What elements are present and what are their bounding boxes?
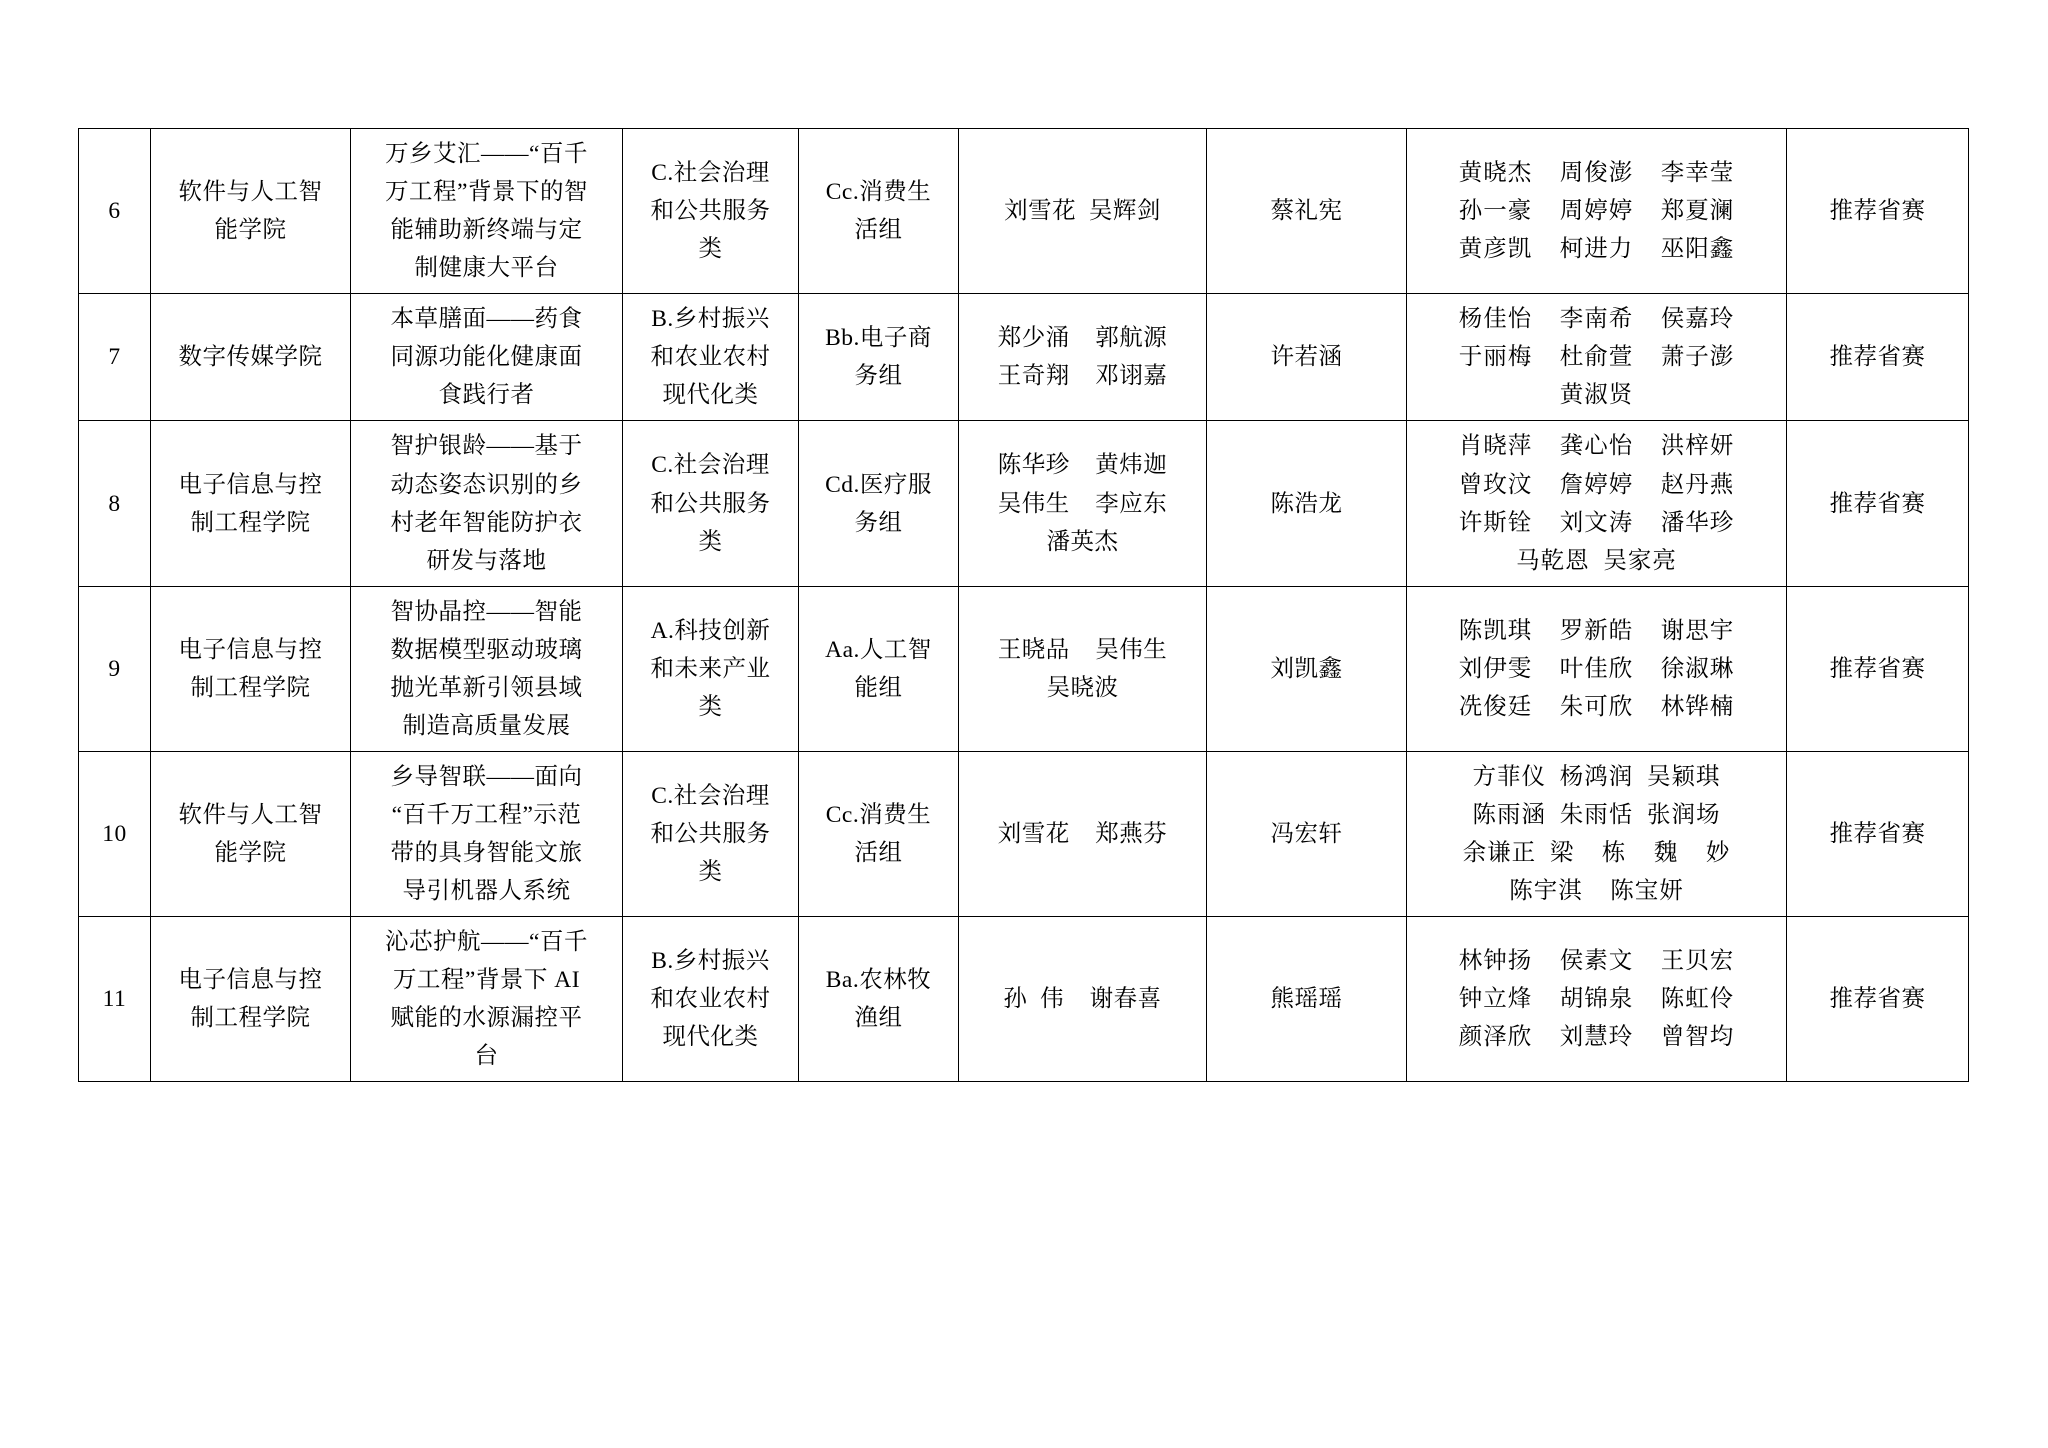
text-line: 活组 bbox=[854, 217, 903, 244]
text-line: Aa.人工智 bbox=[825, 636, 932, 663]
text-line: 刘雪花 吴辉剑 bbox=[1004, 198, 1161, 225]
cell-group bbox=[799, 421, 959, 586]
text-line: 智协晶控——智能 bbox=[390, 598, 583, 625]
cell-advisors bbox=[959, 421, 1207, 586]
text-line: 和农业农村 bbox=[650, 344, 771, 371]
text-line: Cd.医疗服 bbox=[825, 471, 932, 498]
cell-category bbox=[623, 586, 799, 751]
text-line: 和公共服务 bbox=[650, 198, 771, 225]
text-line: 冯宏轩 bbox=[1270, 821, 1343, 848]
text-line: Cc.消费生 bbox=[825, 802, 932, 828]
text-line: 万乡艾汇——“百千 bbox=[385, 141, 588, 167]
text-line: 陈雨涵 朱雨恬 张润场 bbox=[1472, 802, 1721, 828]
text-line: 和公共服务 bbox=[650, 490, 771, 517]
cell-recommendation-result bbox=[1787, 751, 1969, 916]
table-row bbox=[79, 586, 1969, 751]
table-row bbox=[79, 917, 1969, 1082]
text-line: 刘雪花 郑燕芬 bbox=[997, 821, 1168, 848]
text-line: 带的具身智能文旅 bbox=[390, 840, 583, 867]
text-line: 吴晓波 bbox=[1046, 674, 1119, 701]
cell-college bbox=[151, 294, 351, 421]
text-line: 软件与人工智 bbox=[178, 802, 323, 828]
text-line: C.社会治理 bbox=[651, 782, 770, 809]
text-line: 肖晓萍 龚心怡 洪梓妍 bbox=[1458, 433, 1735, 460]
text-line: 抛光革新引领县域 bbox=[390, 674, 583, 701]
text-line: 推荐省赛 bbox=[1829, 655, 1926, 682]
text-line: 吴伟生 李应东 bbox=[997, 490, 1168, 517]
text-line: 郑少涌 郭航源 bbox=[997, 325, 1168, 352]
cell-project-leader bbox=[1207, 586, 1407, 751]
text-line: B.乡村振兴 bbox=[651, 948, 770, 975]
text-line: 推荐省赛 bbox=[1829, 344, 1926, 371]
cell-serial-number: 8 bbox=[79, 421, 151, 586]
table-row bbox=[79, 751, 1969, 916]
text-line: Cc.消费生 bbox=[825, 179, 932, 206]
text-line: 刘凯鑫 bbox=[1270, 655, 1343, 682]
text-line: 研发与落地 bbox=[426, 547, 547, 574]
text-line: 马乾恩 吴家亮 bbox=[1516, 547, 1677, 574]
text-line: “百千万工程”示范 bbox=[391, 802, 582, 828]
cell-team-members bbox=[1407, 917, 1787, 1082]
text-line: 颜泽欣 刘慧玲 曾智均 bbox=[1458, 1024, 1735, 1051]
cell-college bbox=[151, 421, 351, 586]
text-line: 务组 bbox=[854, 363, 903, 390]
text-line: 智护银龄——基于 bbox=[390, 433, 583, 460]
text-line: 沁芯护航——“百千 bbox=[385, 929, 588, 956]
text-line: 能学院 bbox=[214, 840, 287, 867]
text-line: 类 bbox=[698, 693, 723, 720]
text-line: 钟立烽 胡锦泉 陈虹伶 bbox=[1458, 986, 1735, 1013]
text-line: 和公共服务 bbox=[650, 821, 771, 848]
text-line: 类 bbox=[698, 236, 723, 263]
cell-advisors bbox=[959, 294, 1207, 421]
cell-college bbox=[151, 129, 351, 294]
text-line: 数字传媒学院 bbox=[178, 344, 323, 371]
table-row bbox=[79, 294, 1969, 421]
text-line: 和未来产业 bbox=[650, 655, 771, 682]
text-line: 陈凯琪 罗新皓 谢思宇 bbox=[1458, 617, 1735, 644]
text-line: 数据模型驱动玻璃 bbox=[390, 636, 583, 663]
cell-category bbox=[623, 129, 799, 294]
cell-category bbox=[623, 751, 799, 916]
text-line: 台 bbox=[474, 1043, 499, 1070]
text-line: 导引机器人系统 bbox=[402, 878, 571, 905]
text-line: 黄晓杰 周俊澎 李幸莹 bbox=[1458, 160, 1735, 187]
text-line: 电子信息与控 bbox=[178, 471, 323, 498]
cell-serial-number: 10 bbox=[79, 751, 151, 916]
text-line: 乡导智联——面向 bbox=[390, 763, 583, 790]
text-line: 推荐省赛 bbox=[1829, 198, 1926, 225]
cell-group bbox=[799, 586, 959, 751]
cell-team-members bbox=[1407, 421, 1787, 586]
text-line: C.社会治理 bbox=[651, 160, 770, 187]
text-line: 万工程”背景下 AI bbox=[392, 967, 581, 994]
text-line: 和农业农村 bbox=[650, 986, 771, 1013]
text-line: 陈宇淇 陈宝妍 bbox=[1509, 878, 1684, 905]
text-line: 务组 bbox=[854, 509, 903, 536]
table-row bbox=[79, 129, 1969, 294]
text-line: 软件与人工智 bbox=[178, 179, 323, 206]
text-line: 曾玫汶 詹婷婷 赵丹燕 bbox=[1458, 471, 1735, 498]
text-line: 同源功能化健康面 bbox=[390, 344, 583, 371]
table-body bbox=[79, 129, 1969, 1082]
text-line: 类 bbox=[698, 859, 723, 886]
cell-category bbox=[623, 294, 799, 421]
cell-project-leader bbox=[1207, 129, 1407, 294]
text-line: 推荐省赛 bbox=[1829, 490, 1926, 517]
cell-project-name bbox=[351, 294, 623, 421]
text-line: 蔡礼宪 bbox=[1270, 198, 1343, 225]
text-line: 王晓品 吴伟生 bbox=[997, 636, 1168, 663]
text-line: 活组 bbox=[854, 840, 903, 867]
text-line: 食践行者 bbox=[438, 382, 535, 409]
cell-recommendation-result bbox=[1787, 421, 1969, 586]
cell-group bbox=[799, 129, 959, 294]
text-line: 制工程学院 bbox=[190, 509, 311, 536]
text-line: 现代化类 bbox=[662, 1024, 759, 1051]
text-line: 孙 伟 谢春喜 bbox=[1003, 986, 1162, 1013]
cell-project-name bbox=[351, 421, 623, 586]
text-line: 王奇翔 邓诩嘉 bbox=[997, 363, 1168, 390]
cell-group bbox=[799, 294, 959, 421]
text-line: 能组 bbox=[854, 674, 903, 701]
text-line: 电子信息与控 bbox=[178, 967, 323, 994]
text-line: 方菲仪 杨鸿润 吴颖琪 bbox=[1472, 763, 1721, 790]
text-line: 制造高质量发展 bbox=[402, 712, 571, 739]
text-line: 黄彦凯 柯进力 巫阳鑫 bbox=[1458, 236, 1735, 263]
text-line: B.乡村振兴 bbox=[651, 306, 770, 333]
text-line: 许斯铨 刘文涛 潘华珍 bbox=[1458, 509, 1735, 536]
text-line: 类 bbox=[698, 528, 723, 555]
text-line: 冼俊廷 朱可欣 林铧楠 bbox=[1458, 693, 1735, 720]
text-line: 推荐省赛 bbox=[1829, 986, 1926, 1013]
text-line: Ba.农林牧 bbox=[825, 967, 932, 994]
text-line: 于丽梅 杜俞萱 萧子澎 bbox=[1458, 344, 1735, 371]
text-line: 熊瑶瑶 bbox=[1270, 986, 1343, 1013]
cell-recommendation-result bbox=[1787, 917, 1969, 1082]
cell-recommendation-result bbox=[1787, 129, 1969, 294]
cell-group bbox=[799, 917, 959, 1082]
cell-project-name bbox=[351, 586, 623, 751]
cell-project-name bbox=[351, 917, 623, 1082]
cell-serial-number: 11 bbox=[79, 917, 151, 1082]
text-line: 推荐省赛 bbox=[1829, 821, 1926, 848]
text-line: 潘英杰 bbox=[1046, 528, 1119, 555]
text-line: C.社会治理 bbox=[651, 452, 770, 479]
text-line: 余谦正 梁 栋 魏 妙 bbox=[1462, 840, 1731, 867]
text-line: 电子信息与控 bbox=[178, 636, 323, 663]
cell-recommendation-result bbox=[1787, 294, 1969, 421]
cell-serial-number: 9 bbox=[79, 586, 151, 751]
text-line: 赋能的水源漏控平 bbox=[390, 1005, 583, 1032]
text-line: Bb.电子商 bbox=[825, 325, 932, 352]
text-line: 能学院 bbox=[214, 217, 287, 244]
text-line: 制健康大平台 bbox=[414, 255, 559, 282]
text-line: 杨佳怡 李南希 侯嘉玲 bbox=[1458, 306, 1735, 333]
cell-project-leader bbox=[1207, 421, 1407, 586]
text-line: 现代化类 bbox=[662, 382, 759, 409]
cell-project-name bbox=[351, 751, 623, 916]
projects-table bbox=[78, 128, 1969, 1082]
cell-team-members bbox=[1407, 129, 1787, 294]
cell-college bbox=[151, 751, 351, 916]
text-line: 陈华珍 黄炜迦 bbox=[997, 452, 1168, 479]
table-row bbox=[79, 421, 1969, 586]
text-line: 村老年智能防护衣 bbox=[390, 509, 583, 536]
cell-college bbox=[151, 917, 351, 1082]
cell-advisors bbox=[959, 586, 1207, 751]
text-line: 许若涵 bbox=[1270, 344, 1343, 371]
cell-team-members bbox=[1407, 586, 1787, 751]
text-line: 黄淑贤 bbox=[1559, 382, 1634, 409]
text-line: 林钟扬 侯素文 王贝宏 bbox=[1458, 948, 1735, 975]
text-line: A.科技创新 bbox=[650, 617, 771, 644]
text-line: 能辅助新终端与定 bbox=[390, 217, 583, 244]
cell-category bbox=[623, 421, 799, 586]
text-line: 本草膳面——药食 bbox=[390, 306, 583, 333]
text-line: 刘伊雯 叶佳欣 徐淑琳 bbox=[1458, 655, 1735, 682]
cell-advisors bbox=[959, 751, 1207, 916]
cell-advisors bbox=[959, 917, 1207, 1082]
cell-team-members bbox=[1407, 751, 1787, 916]
cell-advisors bbox=[959, 129, 1207, 294]
cell-project-leader bbox=[1207, 917, 1407, 1082]
text-line: 陈浩龙 bbox=[1270, 490, 1343, 517]
cell-project-leader bbox=[1207, 751, 1407, 916]
text-line: 万工程”背景下的智 bbox=[385, 179, 588, 206]
cell-recommendation-result bbox=[1787, 586, 1969, 751]
cell-category bbox=[623, 917, 799, 1082]
cell-serial-number: 7 bbox=[79, 294, 151, 421]
cell-project-leader bbox=[1207, 294, 1407, 421]
cell-college bbox=[151, 586, 351, 751]
text-line: 动态姿态识别的乡 bbox=[390, 471, 583, 498]
text-line: 渔组 bbox=[854, 1005, 903, 1032]
cell-serial-number: 6 bbox=[79, 129, 151, 294]
text-line: 制工程学院 bbox=[190, 1005, 311, 1032]
text-line: 制工程学院 bbox=[190, 674, 311, 701]
cell-team-members bbox=[1407, 294, 1787, 421]
cell-group bbox=[799, 751, 959, 916]
text-line: 孙一豪 周婷婷 郑夏澜 bbox=[1458, 198, 1735, 225]
cell-project-name bbox=[351, 129, 623, 294]
